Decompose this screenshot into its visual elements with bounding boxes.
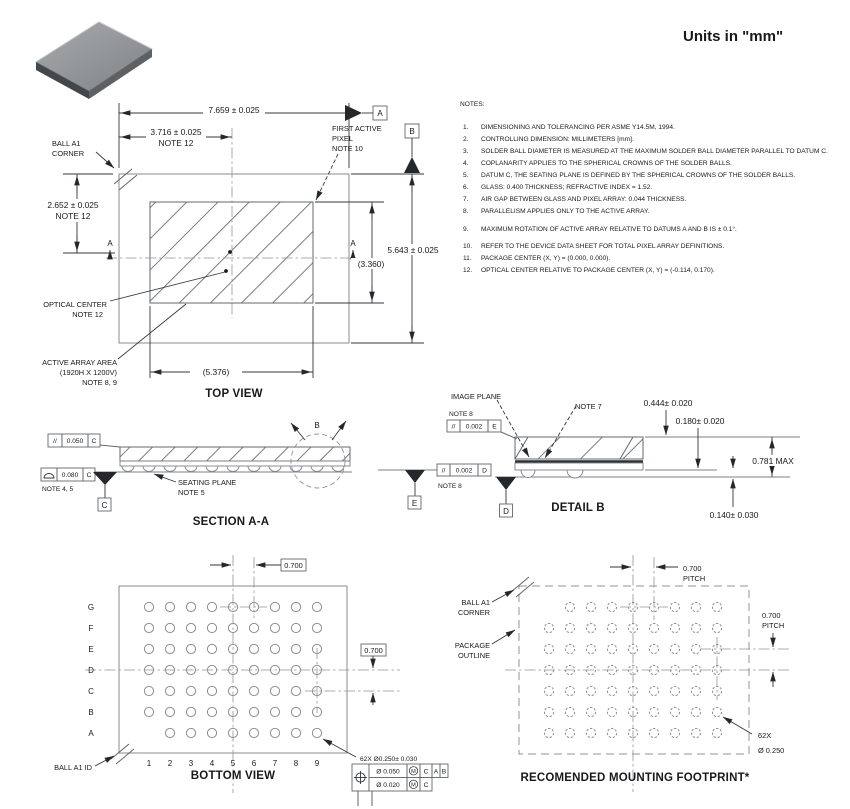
svg-text:CORNER: CORNER bbox=[457, 608, 490, 617]
solder-ball bbox=[165, 707, 174, 716]
dim-gap: 0.180± 0.020 bbox=[675, 416, 725, 426]
land-pad bbox=[691, 623, 700, 632]
land-pad bbox=[607, 728, 616, 737]
dim-total: 0.781 MAX bbox=[752, 456, 794, 466]
land-pad bbox=[586, 728, 595, 737]
note-number: 11. bbox=[463, 255, 472, 262]
svg-text:M: M bbox=[411, 782, 416, 789]
svg-text:A: A bbox=[433, 768, 439, 776]
solder-ball bbox=[165, 686, 174, 695]
note-number: 6. bbox=[463, 184, 469, 191]
solder-ball bbox=[144, 686, 153, 695]
solder-ball bbox=[291, 623, 300, 632]
land-pad bbox=[670, 602, 679, 611]
solder-ball bbox=[144, 644, 153, 653]
detail-solder-ball bbox=[521, 470, 535, 478]
land-pad bbox=[691, 602, 700, 611]
note-text: SOLDER BALL DIAMETER IS MEASURED AT THE MAXIMUM SOLDER BALL DIAMETER PARALLEL TO DATUM C. bbox=[481, 148, 828, 155]
land-pad bbox=[607, 707, 616, 716]
note-text: DIMENSIONING AND TOLERANCING PER ASME Y14.5M, 1994. bbox=[481, 124, 675, 131]
bottom-view-title: BOTTOM VIEW bbox=[190, 770, 276, 782]
fp-ball-count: 62X bbox=[758, 731, 772, 740]
dim-array-h: (3.360) bbox=[357, 259, 385, 269]
fp-pitch-y: 0.700 bbox=[762, 611, 781, 620]
fp-label-ball-a1: BALL A1 bbox=[461, 598, 490, 607]
top-view-title: TOP VIEW bbox=[205, 388, 263, 400]
note-text: GLASS: 0.400 THICKNESS; REFRACTIVE INDEX = 1.52. bbox=[481, 184, 653, 191]
section-ball bbox=[143, 466, 155, 472]
dim-glass: 0.444± 0.020 bbox=[643, 398, 693, 408]
fcf-parallel-symbol: // bbox=[53, 438, 57, 445]
section-ball bbox=[311, 466, 323, 472]
notes-list bbox=[463, 124, 828, 274]
label-ball-a1-id: BALL A1 ID bbox=[54, 763, 92, 772]
solder-ball bbox=[165, 623, 174, 632]
land-pad bbox=[712, 707, 721, 716]
datum-a-label: A bbox=[377, 109, 383, 118]
svg-text:Ø 0.020: Ø 0.020 bbox=[376, 782, 400, 789]
solder-ball bbox=[270, 602, 279, 611]
section-solder-balls bbox=[122, 466, 344, 472]
land-pad bbox=[649, 686, 658, 695]
solder-ball bbox=[144, 707, 153, 716]
row-label: B bbox=[88, 708, 94, 717]
solder-ball bbox=[207, 602, 216, 611]
label-first-active-pixel: FIRST ACTIVE bbox=[332, 124, 382, 133]
svg-text:C: C bbox=[423, 782, 429, 789]
solder-ball bbox=[291, 728, 300, 737]
solder-ball bbox=[249, 686, 258, 695]
land-pad bbox=[586, 686, 595, 695]
row-label: A bbox=[88, 729, 94, 738]
detail-b-mark: B bbox=[314, 421, 320, 430]
land-pad bbox=[586, 644, 595, 653]
solder-ball bbox=[186, 644, 195, 653]
label-optical-center: OPTICAL CENTER bbox=[43, 300, 107, 309]
land-pad bbox=[565, 707, 574, 716]
dim-width: 7.659 ± 0.025 bbox=[208, 105, 260, 115]
note-text: PARALLELISM APPLIES ONLY TO THE ACTIVE ARRAY. bbox=[481, 208, 650, 215]
svg-text:PITCH: PITCH bbox=[762, 621, 785, 630]
svg-text:PIXEL: PIXEL bbox=[332, 134, 353, 143]
note-text: REFER TO THE DEVICE DATA SHEET FOR TOTAL PIXEL ARRAY DEFINITIONS. bbox=[481, 243, 725, 250]
svg-text://: // bbox=[451, 423, 456, 431]
land-pad bbox=[565, 602, 574, 611]
dim-offset-y: 2.652 ± 0.025 bbox=[47, 200, 99, 210]
note-text: PACKAGE CENTER (X, Y) = (0.000, 0.000). bbox=[481, 255, 611, 262]
bv-ball-callout: 62X Ø0.250± 0.030 bbox=[360, 756, 418, 763]
solder-ball bbox=[312, 623, 321, 632]
col-label: 6 bbox=[251, 759, 257, 768]
land-pad bbox=[586, 623, 595, 632]
section-aa-title: SECTION A-A bbox=[192, 516, 270, 528]
land-pad bbox=[586, 602, 595, 611]
datum-e-label: E bbox=[411, 499, 418, 508]
land-pad bbox=[670, 686, 679, 695]
svg-text:NOTE 8, 9: NOTE 8, 9 bbox=[82, 378, 117, 387]
svg-text:E: E bbox=[492, 423, 497, 431]
land-pad bbox=[691, 686, 700, 695]
land-pad bbox=[691, 644, 700, 653]
land-pad bbox=[544, 623, 553, 632]
chip-3d-image bbox=[36, 22, 152, 99]
solder-ball bbox=[186, 623, 195, 632]
note-text: OPTICAL CENTER RELATIVE TO PACKAGE CENTER (X, Y) = (-0.114, 0.170). bbox=[481, 267, 715, 274]
datum-d-label: D bbox=[503, 507, 509, 516]
solder-ball bbox=[207, 623, 216, 632]
solder-ball bbox=[249, 644, 258, 653]
label-ball-a1-corner: BALL A1 bbox=[52, 139, 81, 148]
section-ball bbox=[227, 466, 239, 472]
datum-c-label: C bbox=[101, 501, 108, 510]
solder-ball bbox=[312, 728, 321, 737]
section-ball bbox=[269, 466, 281, 472]
col-label: 7 bbox=[272, 759, 278, 768]
solder-ball bbox=[312, 602, 321, 611]
solder-ball bbox=[207, 644, 216, 653]
label-seating-plane: SEATING PLANE bbox=[178, 478, 237, 487]
fp-ball-dia: Ø 0.250 bbox=[758, 746, 785, 755]
dim-standoff: 0.140± 0.030 bbox=[709, 510, 759, 520]
fp-pitch-x: 0.700 bbox=[683, 564, 702, 573]
land-pad bbox=[544, 686, 553, 695]
bottom-view bbox=[54, 555, 448, 806]
mounting-footprint bbox=[455, 555, 790, 792]
note-text: CONTROLLING DIMENSION: MILLIMETERS [mm]. bbox=[481, 136, 634, 143]
section-aa bbox=[41, 421, 352, 528]
svg-text:OUTLINE: OUTLINE bbox=[457, 651, 490, 660]
note-text: AIR GAP BETWEEN GLASS AND PIXEL ARRAY: 0.044 THICKNESS. bbox=[481, 196, 687, 203]
land-pad bbox=[649, 623, 658, 632]
section-ball bbox=[164, 466, 176, 472]
fp-label-package-outline: PACKAGE bbox=[454, 641, 490, 650]
section-mark-right: A bbox=[350, 239, 356, 248]
section-ball bbox=[185, 466, 197, 472]
row-label: F bbox=[88, 624, 94, 633]
solder-ball bbox=[165, 644, 174, 653]
row-label: G bbox=[87, 603, 95, 612]
note-number: 10. bbox=[463, 243, 473, 250]
solder-ball bbox=[249, 707, 258, 716]
solder-ball bbox=[249, 623, 258, 632]
land-pad bbox=[691, 707, 700, 716]
footprint-title: RECOMENDED MOUNTING FOOTPRINT* bbox=[520, 772, 750, 784]
note-text: DATUM C, THE SEATING PLANE IS DEFINED BY THE SPHERICAL CROWNS OF THE SOLDER BALLS. bbox=[481, 172, 796, 179]
solder-ball bbox=[186, 686, 195, 695]
fcf-coplanarity-note: NOTE 4, 5 bbox=[42, 486, 74, 493]
note-number: 3. bbox=[463, 148, 469, 155]
note-number: 8. bbox=[463, 208, 469, 215]
svg-text:NOTE 12: NOTE 12 bbox=[72, 310, 103, 319]
land-pad bbox=[607, 623, 616, 632]
solder-ball bbox=[144, 623, 153, 632]
section-ball bbox=[206, 466, 218, 472]
solder-ball bbox=[270, 707, 279, 716]
land-pad bbox=[670, 707, 679, 716]
land-pad bbox=[712, 623, 721, 632]
solder-ball bbox=[186, 602, 195, 611]
solder-ball bbox=[270, 728, 279, 737]
solder-ball bbox=[291, 686, 300, 695]
row-label: E bbox=[88, 645, 94, 654]
land-pad bbox=[565, 623, 574, 632]
solder-ball bbox=[270, 623, 279, 632]
land-pad bbox=[670, 644, 679, 653]
svg-text:Ø 0.050: Ø 0.050 bbox=[376, 768, 400, 776]
land-pad bbox=[691, 728, 700, 737]
svg-text:0.002: 0.002 bbox=[455, 467, 473, 475]
bv-pitch-y: 0.700 bbox=[364, 646, 383, 655]
col-label: 9 bbox=[314, 759, 320, 768]
solder-ball bbox=[291, 602, 300, 611]
svg-text:0.050: 0.050 bbox=[66, 438, 84, 445]
units-label: Units in "mm" bbox=[683, 28, 784, 45]
land-pad bbox=[649, 707, 658, 716]
section-ball bbox=[122, 466, 134, 472]
svg-text:B: B bbox=[441, 768, 447, 776]
svg-text:(1920H X 1200V): (1920H X 1200V) bbox=[59, 368, 117, 377]
svg-text:C: C bbox=[86, 472, 92, 479]
solder-ball bbox=[186, 728, 195, 737]
note-number: 12. bbox=[463, 267, 473, 274]
col-label: 3 bbox=[188, 759, 194, 768]
dim-offset-x: 3.716 ± 0.025 bbox=[150, 127, 202, 137]
land-pad bbox=[607, 644, 616, 653]
note-number: 5. bbox=[463, 172, 469, 179]
note-number: 9. bbox=[463, 226, 469, 233]
svg-text:NOTE 10: NOTE 10 bbox=[332, 144, 363, 153]
solder-ball bbox=[165, 728, 174, 737]
land-pad bbox=[712, 728, 721, 737]
note-text: COPLANARITY APPLIES TO THE SPHERICAL CROWNS OF THE SOLDER BALLS. bbox=[481, 160, 732, 167]
bv-pitch-x: 0.700 bbox=[284, 561, 303, 570]
land-pad bbox=[649, 644, 658, 653]
dim-height: 5.643 ± 0.025 bbox=[387, 245, 439, 255]
detail-b-title: DETAIL B bbox=[551, 502, 605, 514]
col-label: 8 bbox=[293, 759, 299, 768]
note8-top: NOTE 8 bbox=[449, 411, 473, 418]
svg-text:C: C bbox=[423, 768, 429, 776]
land-pad bbox=[565, 644, 574, 653]
note-number: 7. bbox=[463, 196, 469, 203]
col-label: 5 bbox=[230, 759, 236, 768]
section-ball bbox=[332, 466, 344, 472]
land-pad bbox=[544, 707, 553, 716]
land-pad bbox=[586, 707, 595, 716]
land-pad bbox=[565, 728, 574, 737]
svg-text:CORNER: CORNER bbox=[52, 149, 85, 158]
col-label: 2 bbox=[167, 759, 173, 768]
land-pad bbox=[670, 623, 679, 632]
solder-ball bbox=[249, 728, 258, 737]
note-number: 1. bbox=[463, 124, 469, 131]
solder-ball bbox=[291, 707, 300, 716]
svg-text:D: D bbox=[482, 467, 487, 475]
notes-block bbox=[460, 101, 828, 274]
svg-text:NOTE 5: NOTE 5 bbox=[178, 488, 205, 497]
svg-text:0.080: 0.080 bbox=[61, 472, 79, 479]
solder-ball bbox=[207, 728, 216, 737]
label-note7: NOTE 7 bbox=[575, 402, 602, 411]
row-label: C bbox=[88, 687, 94, 696]
col-label: 1 bbox=[146, 759, 152, 768]
bottom-view-col-labels bbox=[147, 759, 320, 768]
row-label: D bbox=[88, 666, 94, 675]
land-pad bbox=[712, 602, 721, 611]
land-pad bbox=[649, 728, 658, 737]
note-number: 2. bbox=[463, 136, 469, 143]
land-pad bbox=[670, 728, 679, 737]
col-label: 4 bbox=[209, 759, 215, 768]
land-pad bbox=[544, 728, 553, 737]
svg-text:0.002: 0.002 bbox=[465, 423, 483, 431]
position-fcf bbox=[352, 764, 448, 806]
label-active-array-area: ACTIVE ARRAY AREA bbox=[42, 358, 117, 367]
detail-b bbox=[378, 392, 800, 520]
solder-ball bbox=[144, 602, 153, 611]
solder-ball bbox=[186, 707, 195, 716]
solder-ball bbox=[207, 707, 216, 716]
svg-text:C: C bbox=[91, 438, 97, 445]
solder-ball bbox=[207, 686, 216, 695]
dim-offset-x-note: NOTE 12 bbox=[158, 138, 194, 148]
solder-ball bbox=[270, 644, 279, 653]
note-number: 4. bbox=[463, 160, 469, 167]
land-pad bbox=[607, 602, 616, 611]
optical-center-dot bbox=[228, 250, 232, 254]
note-text: MAXIMUM ROTATION OF ACTIVE ARRAY RELATIVE TO DATUMS A AND B IS ± 0.1°. bbox=[481, 226, 737, 233]
solder-ball bbox=[291, 644, 300, 653]
notes-heading: NOTES: bbox=[460, 101, 485, 108]
bottom-view-row-labels bbox=[88, 603, 94, 738]
land-pad bbox=[607, 686, 616, 695]
svg-text:M: M bbox=[411, 769, 416, 775]
land-pad bbox=[544, 644, 553, 653]
svg-text:PITCH: PITCH bbox=[683, 574, 706, 583]
dim-array-w: (5.376) bbox=[202, 367, 230, 377]
dim-offset-y-note: NOTE 12 bbox=[55, 211, 91, 221]
svg-text://: // bbox=[441, 467, 446, 475]
section-ball bbox=[248, 466, 260, 472]
solder-ball bbox=[270, 686, 279, 695]
solder-ball bbox=[165, 602, 174, 611]
datum-b-label: B bbox=[409, 127, 415, 136]
label-image-plane: IMAGE PLANE bbox=[451, 392, 502, 401]
section-mark-left: A bbox=[107, 239, 113, 248]
land-pad bbox=[565, 686, 574, 695]
note8-left: NOTE 8 bbox=[438, 483, 462, 490]
top-view bbox=[40, 103, 443, 400]
